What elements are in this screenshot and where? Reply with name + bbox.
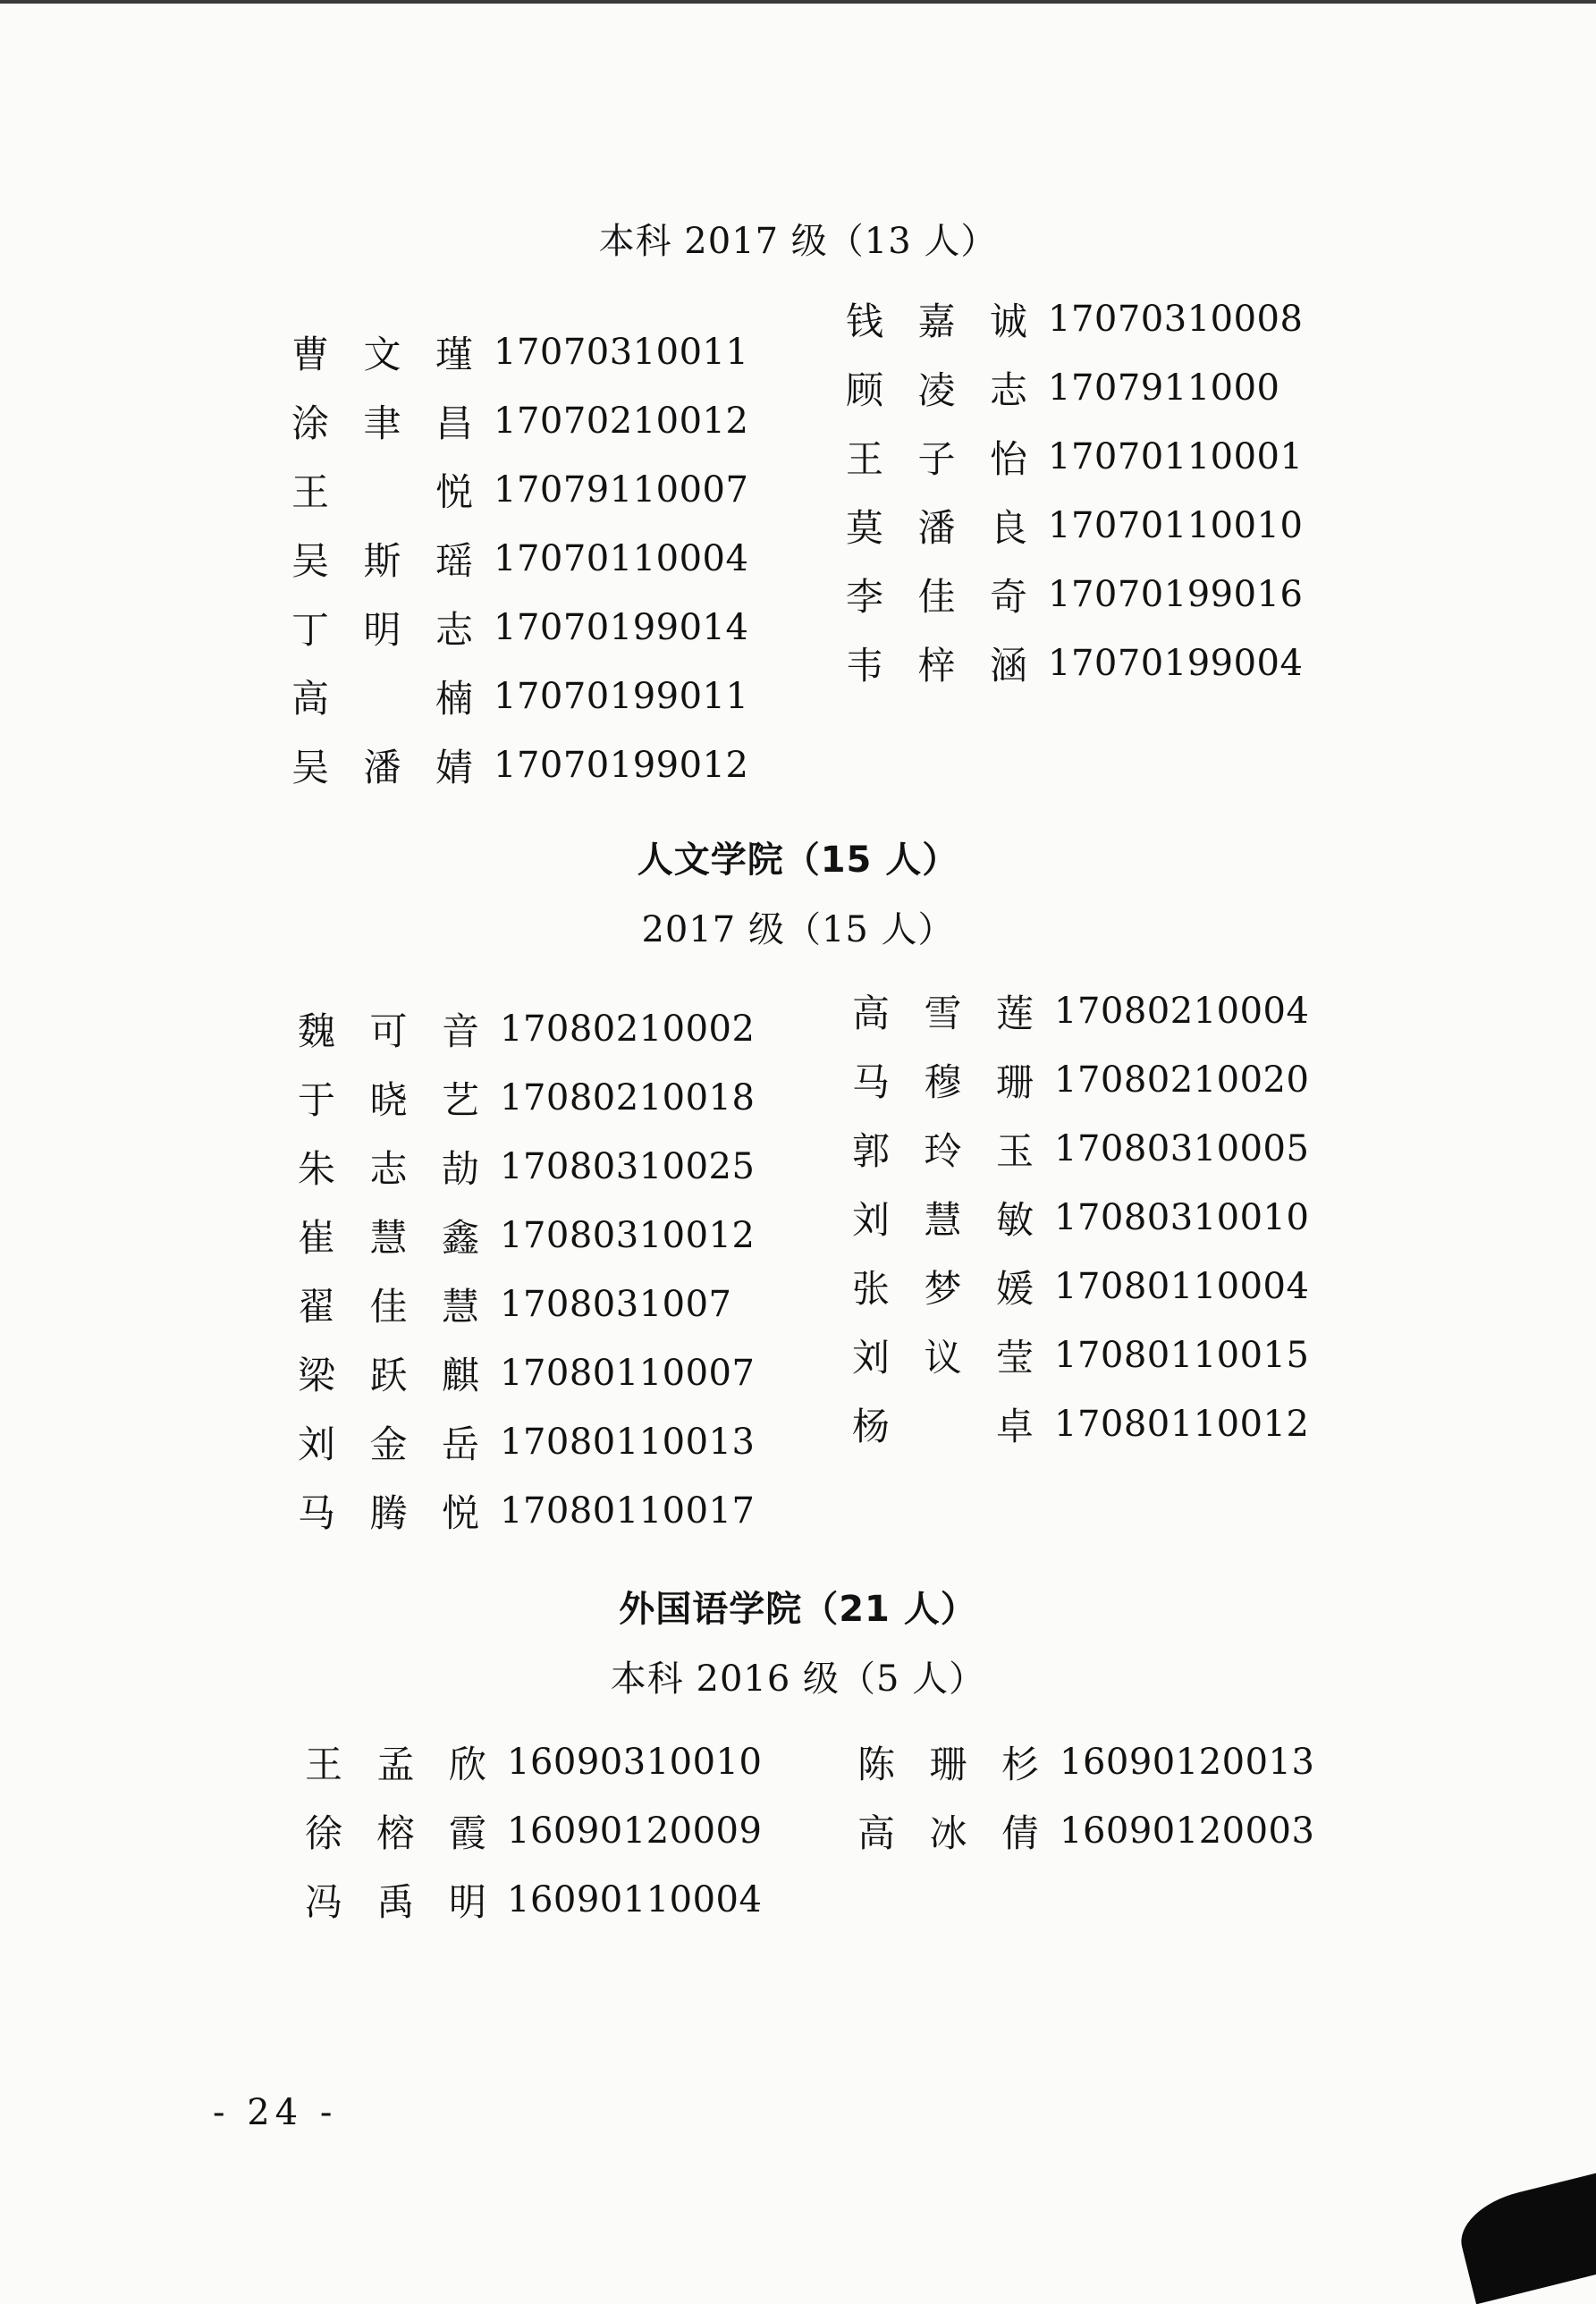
name-char: 敏: [995, 1197, 1034, 1242]
student-entry: [845, 560, 1303, 629]
student-entry: [845, 491, 1303, 560]
name-char: 穆: [924, 1059, 962, 1104]
name-char: [363, 463, 402, 517]
student-name: [297, 1415, 480, 1469]
name-char: 麒: [441, 1353, 479, 1397]
student-entry: [297, 1063, 755, 1132]
student-entry: [291, 386, 748, 455]
student-id: 17070199016: [1048, 573, 1304, 615]
student-name: [297, 1002, 480, 1056]
page-top-edge: [0, 0, 1596, 4]
section-2-left-column: [297, 994, 755, 1545]
section-1-left-column: [291, 317, 748, 799]
name-char: 高: [291, 676, 329, 721]
name-char: 婧: [435, 745, 473, 789]
student-id: 16090120009: [507, 1810, 763, 1852]
name-char: 冯: [304, 1879, 342, 1924]
name-char: 高: [857, 1810, 895, 1855]
name-char: 韦: [845, 643, 883, 688]
student-entry: [851, 1252, 1309, 1321]
name-char: 欣: [448, 1742, 486, 1786]
name-char: 跃: [369, 1353, 408, 1397]
student-id: 17070310011: [494, 331, 749, 373]
name-char: 议: [924, 1335, 962, 1380]
student-entry: [851, 1114, 1309, 1183]
student-id: 16090310010: [507, 1741, 763, 1783]
name-char: 张: [851, 1266, 890, 1311]
name-char: 马: [297, 1490, 335, 1535]
name-char: 于: [297, 1077, 335, 1122]
name-char: 艺: [441, 1077, 479, 1122]
section-3-right-column: [857, 1727, 1314, 1865]
student-entry: [291, 730, 748, 799]
student-entry: [851, 1321, 1309, 1389]
name-char: 鑫: [441, 1215, 479, 1260]
name-char: 玉: [995, 1128, 1034, 1173]
section-2-subtitle: 2017 级（15 人）: [641, 909, 955, 950]
section-3-subtitle: 本科 2016 级（5 人）: [610, 1658, 986, 1700]
name-char: 刘: [297, 1422, 335, 1466]
name-char: 郭: [851, 1128, 890, 1173]
name-char: 高: [851, 991, 890, 1035]
student-entry: [845, 284, 1303, 353]
student-name: [291, 670, 474, 723]
name-char: 梓: [917, 643, 956, 688]
student-name: [845, 499, 1028, 553]
name-char: 良: [989, 505, 1027, 550]
section-1-right-column: [845, 284, 1303, 697]
name-char: 禹: [376, 1879, 415, 1924]
name-char: 慧: [924, 1197, 962, 1242]
name-char: 丁: [291, 607, 329, 652]
name-char: [924, 1397, 963, 1451]
name-char: 楠: [435, 676, 473, 721]
name-char: 珊: [995, 1059, 1034, 1104]
name-char: 玲: [924, 1128, 962, 1173]
name-char: 可: [369, 1009, 408, 1053]
scan-corner-shadow: [1453, 2168, 1596, 2304]
section-2-right-column: [851, 976, 1309, 1458]
name-char: 文: [363, 332, 401, 376]
student-name: [845, 568, 1028, 621]
name-char: 明: [448, 1879, 486, 1924]
student-entry: [297, 1270, 755, 1338]
name-char: 倩: [1001, 1810, 1039, 1855]
student-id: 17070310008: [1048, 298, 1304, 340]
name-char: 佳: [369, 1284, 408, 1329]
name-char: 刘: [851, 1335, 890, 1380]
student-id: 17070110004: [494, 537, 749, 579]
student-id: 16090120013: [1060, 1741, 1315, 1783]
name-char: 瑾: [435, 332, 473, 376]
student-id: 17080310025: [500, 1145, 756, 1187]
student-id: 17070210012: [494, 400, 749, 442]
student-name: [845, 361, 1028, 415]
student-entry: [297, 1201, 755, 1270]
student-entry: [291, 455, 748, 524]
student-id: 16090110004: [507, 1878, 763, 1920]
student-entry: [291, 317, 748, 386]
student-name: [291, 394, 474, 448]
name-char: 刘: [851, 1197, 890, 1242]
student-name: [851, 984, 1034, 1038]
name-char: 杉: [1001, 1742, 1039, 1786]
student-id: 17070199012: [494, 744, 749, 786]
name-char: 崔: [297, 1215, 335, 1260]
student-entry: [851, 1389, 1309, 1458]
name-char: 潘: [917, 505, 956, 550]
student-id: 17070199014: [494, 606, 749, 648]
student-id: 17080310012: [500, 1214, 756, 1256]
name-char: 劼: [441, 1146, 479, 1191]
name-char: 慧: [441, 1284, 479, 1329]
student-entry: [851, 976, 1309, 1045]
name-char: 榕: [376, 1810, 415, 1855]
student-name: [851, 1397, 1034, 1451]
name-char: 悦: [435, 469, 473, 514]
student-entry: [857, 1796, 1314, 1865]
student-name: [857, 1735, 1040, 1789]
name-char: 钱: [845, 299, 883, 343]
student-id: 17079110007: [494, 468, 749, 511]
student-entry: [297, 1476, 755, 1545]
student-id: 1707911000: [1048, 367, 1280, 409]
student-id: 17080110007: [500, 1352, 756, 1394]
name-char: 吴: [291, 538, 329, 583]
name-char: 悦: [441, 1490, 479, 1535]
student-entry: [845, 353, 1303, 422]
name-char: 翟: [297, 1284, 335, 1329]
name-char: 金: [369, 1422, 408, 1466]
name-char: 志: [989, 367, 1027, 412]
name-char: 腾: [369, 1490, 408, 1535]
student-id: 17080110004: [1054, 1265, 1310, 1307]
page-number: - 24 -: [213, 2092, 338, 2133]
student-name: [291, 601, 474, 654]
name-char: 晓: [369, 1077, 408, 1122]
student-id: 17080210020: [1054, 1059, 1310, 1101]
name-char: 昌: [435, 401, 473, 445]
student-name: [845, 430, 1028, 484]
name-char: 瑶: [435, 538, 473, 583]
student-entry: [857, 1727, 1314, 1796]
name-char: 霞: [448, 1810, 486, 1855]
student-name: [851, 1122, 1034, 1176]
student-id: 17070199004: [1048, 642, 1304, 684]
name-char: 曹: [291, 332, 329, 376]
name-char: 志: [435, 607, 473, 652]
section-2-title: 人文学院（15 人）: [637, 840, 959, 881]
name-char: 徐: [304, 1810, 342, 1855]
student-entry: [304, 1865, 762, 1934]
name-char: 杨: [851, 1404, 890, 1448]
section-3-left-column: [304, 1727, 762, 1934]
name-char: 音: [441, 1009, 479, 1053]
name-char: [363, 670, 402, 723]
student-entry: [304, 1727, 762, 1796]
name-char: 王: [291, 469, 329, 514]
student-name: [304, 1804, 487, 1858]
student-entry: [291, 662, 748, 730]
name-char: 朱: [297, 1146, 335, 1191]
student-entry: [845, 422, 1303, 491]
student-name: [291, 325, 474, 379]
student-name: [297, 1278, 480, 1331]
name-char: 马: [851, 1059, 890, 1104]
student-id: 17080210004: [1054, 990, 1310, 1032]
student-id: 17080210018: [500, 1076, 756, 1118]
student-entry: [291, 524, 748, 593]
student-name: [845, 637, 1028, 690]
name-char: 奇: [989, 574, 1027, 619]
student-name: [857, 1804, 1040, 1858]
student-id: 17080110013: [500, 1421, 756, 1463]
name-char: 王: [304, 1742, 342, 1786]
student-name: [291, 463, 474, 517]
student-entry: [297, 1407, 755, 1476]
student-name: [297, 1484, 480, 1538]
student-id: 1708031007: [500, 1283, 732, 1325]
name-char: 孟: [376, 1742, 415, 1786]
name-char: 诚: [989, 299, 1027, 343]
name-char: 潘: [363, 745, 401, 789]
student-id: 17080110012: [1054, 1403, 1310, 1445]
student-id: 17080110017: [500, 1490, 756, 1532]
name-char: 嘉: [917, 299, 956, 343]
student-id: 17080110015: [1054, 1334, 1310, 1376]
student-entry: [297, 994, 755, 1063]
student-name: [297, 1346, 480, 1400]
student-id: 16090120003: [1060, 1810, 1315, 1852]
name-char: 莫: [845, 505, 883, 550]
student-name: [845, 292, 1028, 346]
name-char: 吴: [291, 745, 329, 789]
name-char: 慧: [369, 1215, 408, 1260]
student-name: [851, 1191, 1034, 1245]
name-char: 莹: [995, 1335, 1034, 1380]
name-char: 怡: [989, 436, 1027, 481]
name-char: 顾: [845, 367, 883, 412]
student-entry: [297, 1338, 755, 1407]
name-char: 陈: [857, 1742, 895, 1786]
student-id: 17070199011: [494, 675, 749, 717]
student-id: 17080310005: [1054, 1127, 1310, 1169]
name-char: 魏: [297, 1009, 335, 1053]
student-name: [297, 1071, 480, 1125]
student-id: 17070110001: [1048, 435, 1304, 477]
student-name: [851, 1260, 1034, 1313]
student-id: 17080310010: [1054, 1196, 1310, 1238]
name-char: 聿: [363, 401, 401, 445]
name-char: 斯: [363, 538, 401, 583]
section-1-subtitle: 本科 2017 级（13 人）: [598, 221, 998, 262]
student-entry: [297, 1132, 755, 1201]
name-char: 佳: [917, 574, 956, 619]
name-char: 志: [369, 1146, 408, 1191]
name-char: 梁: [297, 1353, 335, 1397]
name-char: 卓: [995, 1404, 1034, 1448]
name-char: 梦: [924, 1266, 962, 1311]
student-name: [291, 738, 474, 792]
student-name: [297, 1209, 480, 1262]
name-char: 凌: [917, 367, 956, 412]
name-char: 涵: [989, 643, 1027, 688]
name-char: 冰: [929, 1810, 967, 1855]
name-char: 莲: [995, 991, 1034, 1035]
student-name: [304, 1873, 487, 1927]
name-char: 媛: [995, 1266, 1034, 1311]
student-name: [291, 532, 474, 586]
name-char: 王: [845, 436, 883, 481]
name-char: 子: [917, 436, 956, 481]
name-char: 明: [363, 607, 401, 652]
name-char: 涂: [291, 401, 329, 445]
student-name: [851, 1329, 1034, 1382]
student-name: [851, 1053, 1034, 1107]
name-char: 珊: [929, 1742, 967, 1786]
name-char: 岳: [441, 1422, 479, 1466]
student-name: [297, 1140, 480, 1194]
student-name: [304, 1735, 487, 1789]
student-entry: [851, 1183, 1309, 1252]
name-char: 雪: [924, 991, 962, 1035]
student-entry: [304, 1796, 762, 1865]
student-entry: [845, 629, 1303, 697]
name-char: 李: [845, 574, 883, 619]
student-id: 17080210002: [500, 1008, 756, 1050]
section-3-title: 外国语学院（21 人）: [619, 1589, 977, 1630]
student-id: 17070110010: [1048, 504, 1304, 546]
student-entry: [851, 1045, 1309, 1114]
student-entry: [291, 593, 748, 662]
